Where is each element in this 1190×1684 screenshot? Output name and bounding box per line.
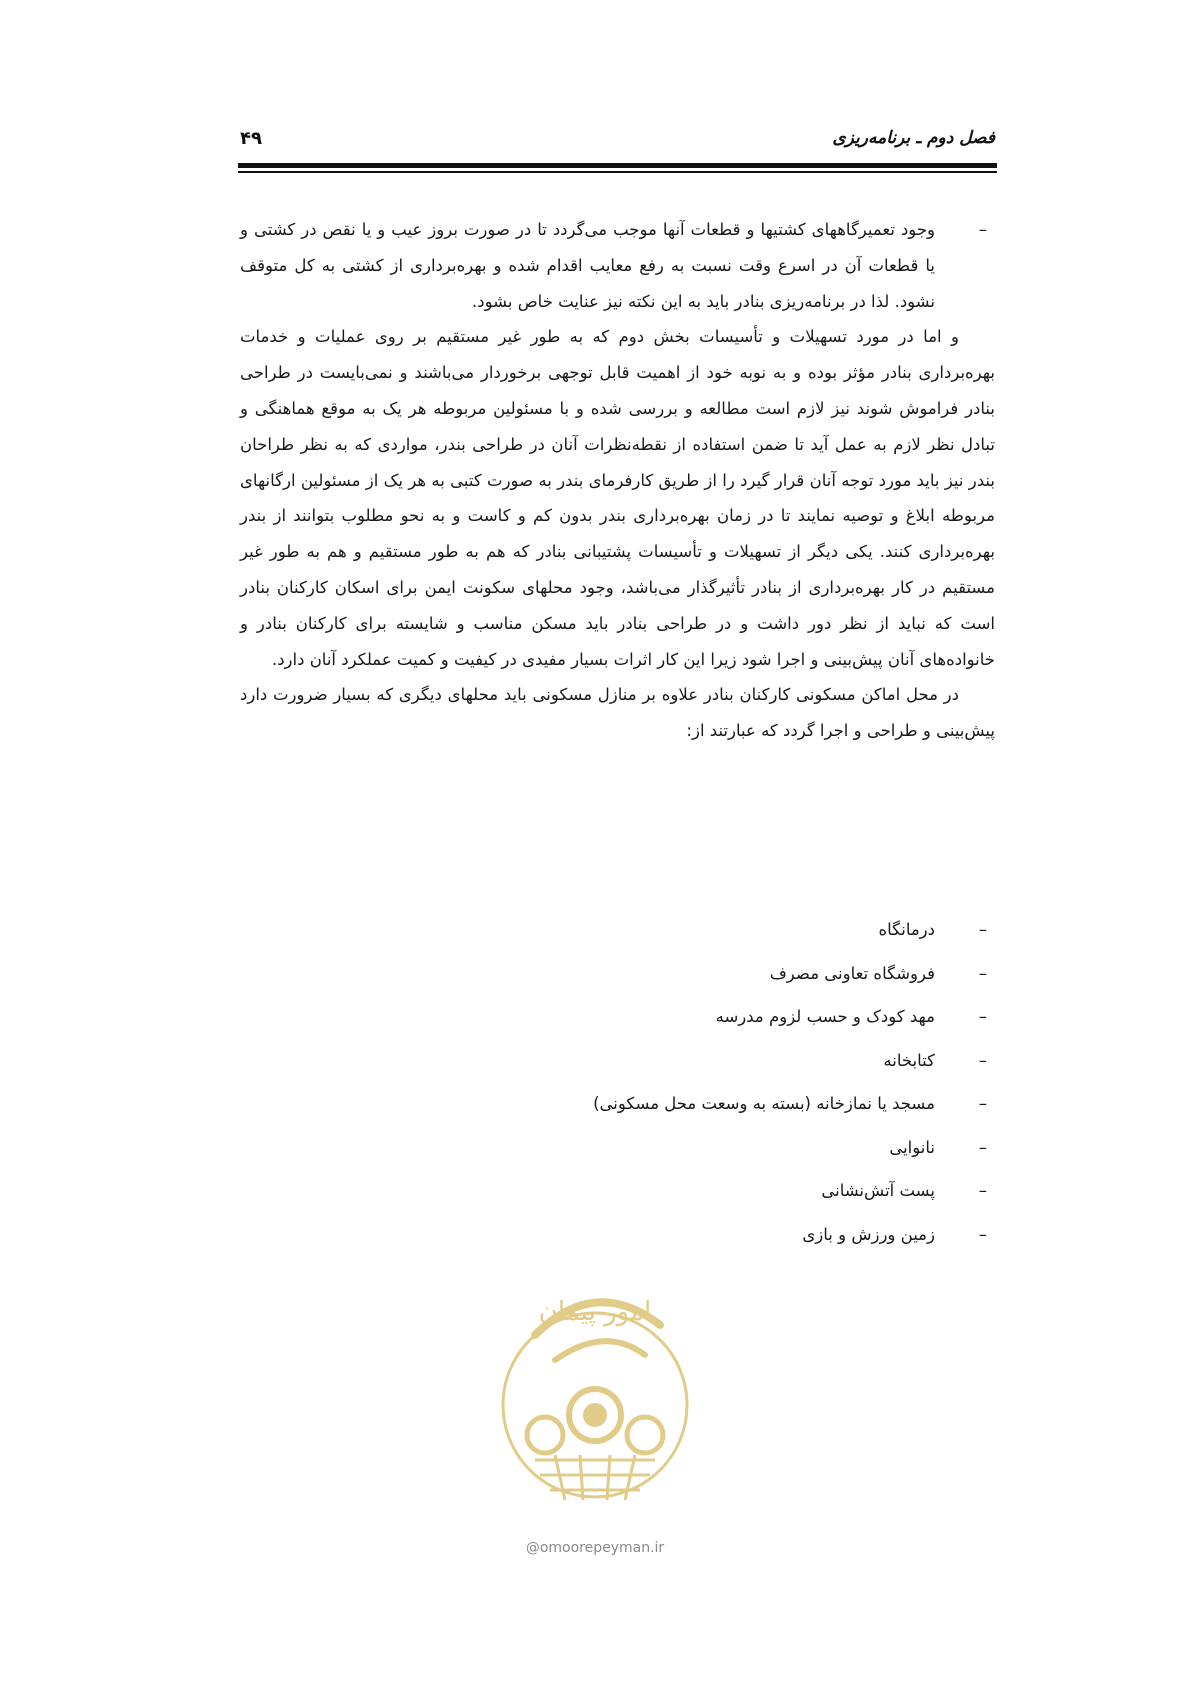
list-item — [240, 1082, 995, 1126]
list-item-text: درمانگاه — [878, 920, 935, 939]
list-item — [240, 908, 995, 952]
list-item-text: نانوایی — [889, 1137, 935, 1157]
list-item — [240, 1213, 995, 1257]
list-dash: – — [978, 963, 987, 983]
facilities-list — [240, 908, 995, 1256]
list-item — [240, 995, 995, 1039]
body-text — [240, 212, 995, 749]
paragraph: در محل اماکن مسکونی کارکنان بنادر علاوه بر منازل مسکونی باید محلهای دیگری که بسیار ضرورت دارد پیش‌بینی و طراحی و اجرا گردد که عبارتند از: — [240, 685, 995, 741]
list-item — [240, 1169, 995, 1213]
list-item-text: فروشگاه تعاونی مصرف — [769, 963, 935, 983]
list-item-text: کتابخانه — [883, 1050, 935, 1070]
watermark-logo-text: امور پیمان — [538, 1297, 652, 1327]
page-number: ۴۹ — [240, 128, 262, 149]
list-dash: – — [978, 1094, 987, 1113]
header-rule-thick — [238, 163, 997, 168]
paragraph: و اما در مورد تسهیلات و تأسیسات بخش دوم که به طور غیر مستقیم بر روی عملیات و خدمات بهره‌برداری بنادر مؤثر بوده و به نوبه خود از اهمیت قابل توجهی برخوردار می‌باشند و نمی‌بایست در طراحی بنادر فراموش شوند نیز لازم است مطالعه و بررسی شده و با مسئولین مربوطه هر یک به موقع هماهنگی و تبادل نظر لازم به عمل آید تا ضمن استفاده از نقطه‌نظرات آنان در طراحی بندر، مواردی که به نظر طراحان بندر نیز باید مورد توجه آنان قرار گیرد را از طریق کارفرمای بندر به صورت کتبی به هر یک از مسئولین ارگانهای مربوطه ابلاغ و توصیه نمایند تا در زمان بهره‌برداری بندر بدون کم و کاست و به نحو مطلوب بتوانند از بندر بهره‌برداری کنند. یکی دیگر از تسهیلات و تأسیسات پشتیبانی بنادر که هم به طور مستقیم و هم به طور غیر مستقیم در کار بهره‌برداری از بنادر تأثیرگذار می‌باشد، وجود محلهای سکونت ایمن برای اسکان کارکنان بنادر است که نباید از نظر دور داشت و در طراحی بنادر باید مسکن مناسب و شایسته برای کارکنان بنادر و خانواده‌های آنان پیش‌بینی و اجرا شود زیرا این کار اثرات بسیار مفیدی در کیفیت و کمیت عملکرد آنان دارد. — [240, 327, 995, 669]
list-item — [240, 1126, 995, 1170]
list-dash: – — [978, 1137, 987, 1157]
list-dash: – — [978, 920, 987, 939]
chapter-title: فصل دوم ـ برنامه‌ریزی — [832, 128, 995, 148]
watermark-logo — [495, 1265, 695, 1545]
page-header — [240, 128, 995, 154]
list-item-text: مسجد یا نمازخانه (بسته به وسعت محل مسکونی) — [593, 1094, 935, 1113]
bullet-paragraph-text: وجود تعمیرگاههای کشتیها و قطعات آنها موجب می‌گردد تا در صورت بروز عیب و یا نقص در کشتی و یا قطعات آن در اسرع وقت نسبت به رفع معایب اقدام شده و بهره‌برداری از کشتی به کل متوقف نشود. لذا در برنامه‌ریزی بنادر باید به این نکته نیز عنایت خاص بشود. — [240, 220, 935, 311]
header-rule-thin — [238, 171, 997, 173]
watermark-url-text: omoorepeyman.ir — [539, 1540, 665, 1556]
list-item-text: مهد کودک و حسب لزوم مدرسه — [715, 1007, 935, 1026]
list-item-text: زمین ورزش و بازی — [802, 1224, 935, 1244]
list-item-text: پست آتش‌نشانی — [821, 1181, 935, 1200]
list-dash: – — [978, 1050, 987, 1070]
at-icon: @ — [525, 1540, 540, 1556]
list-dash: – — [978, 1007, 987, 1026]
list-item — [240, 1039, 995, 1083]
bullet-dash: – — [978, 220, 987, 239]
list-item — [240, 952, 995, 996]
list-dash: – — [978, 1181, 987, 1200]
list-dash: – — [978, 1224, 987, 1244]
bullet-paragraph — [240, 212, 995, 319]
watermark-url — [495, 1540, 695, 1556]
